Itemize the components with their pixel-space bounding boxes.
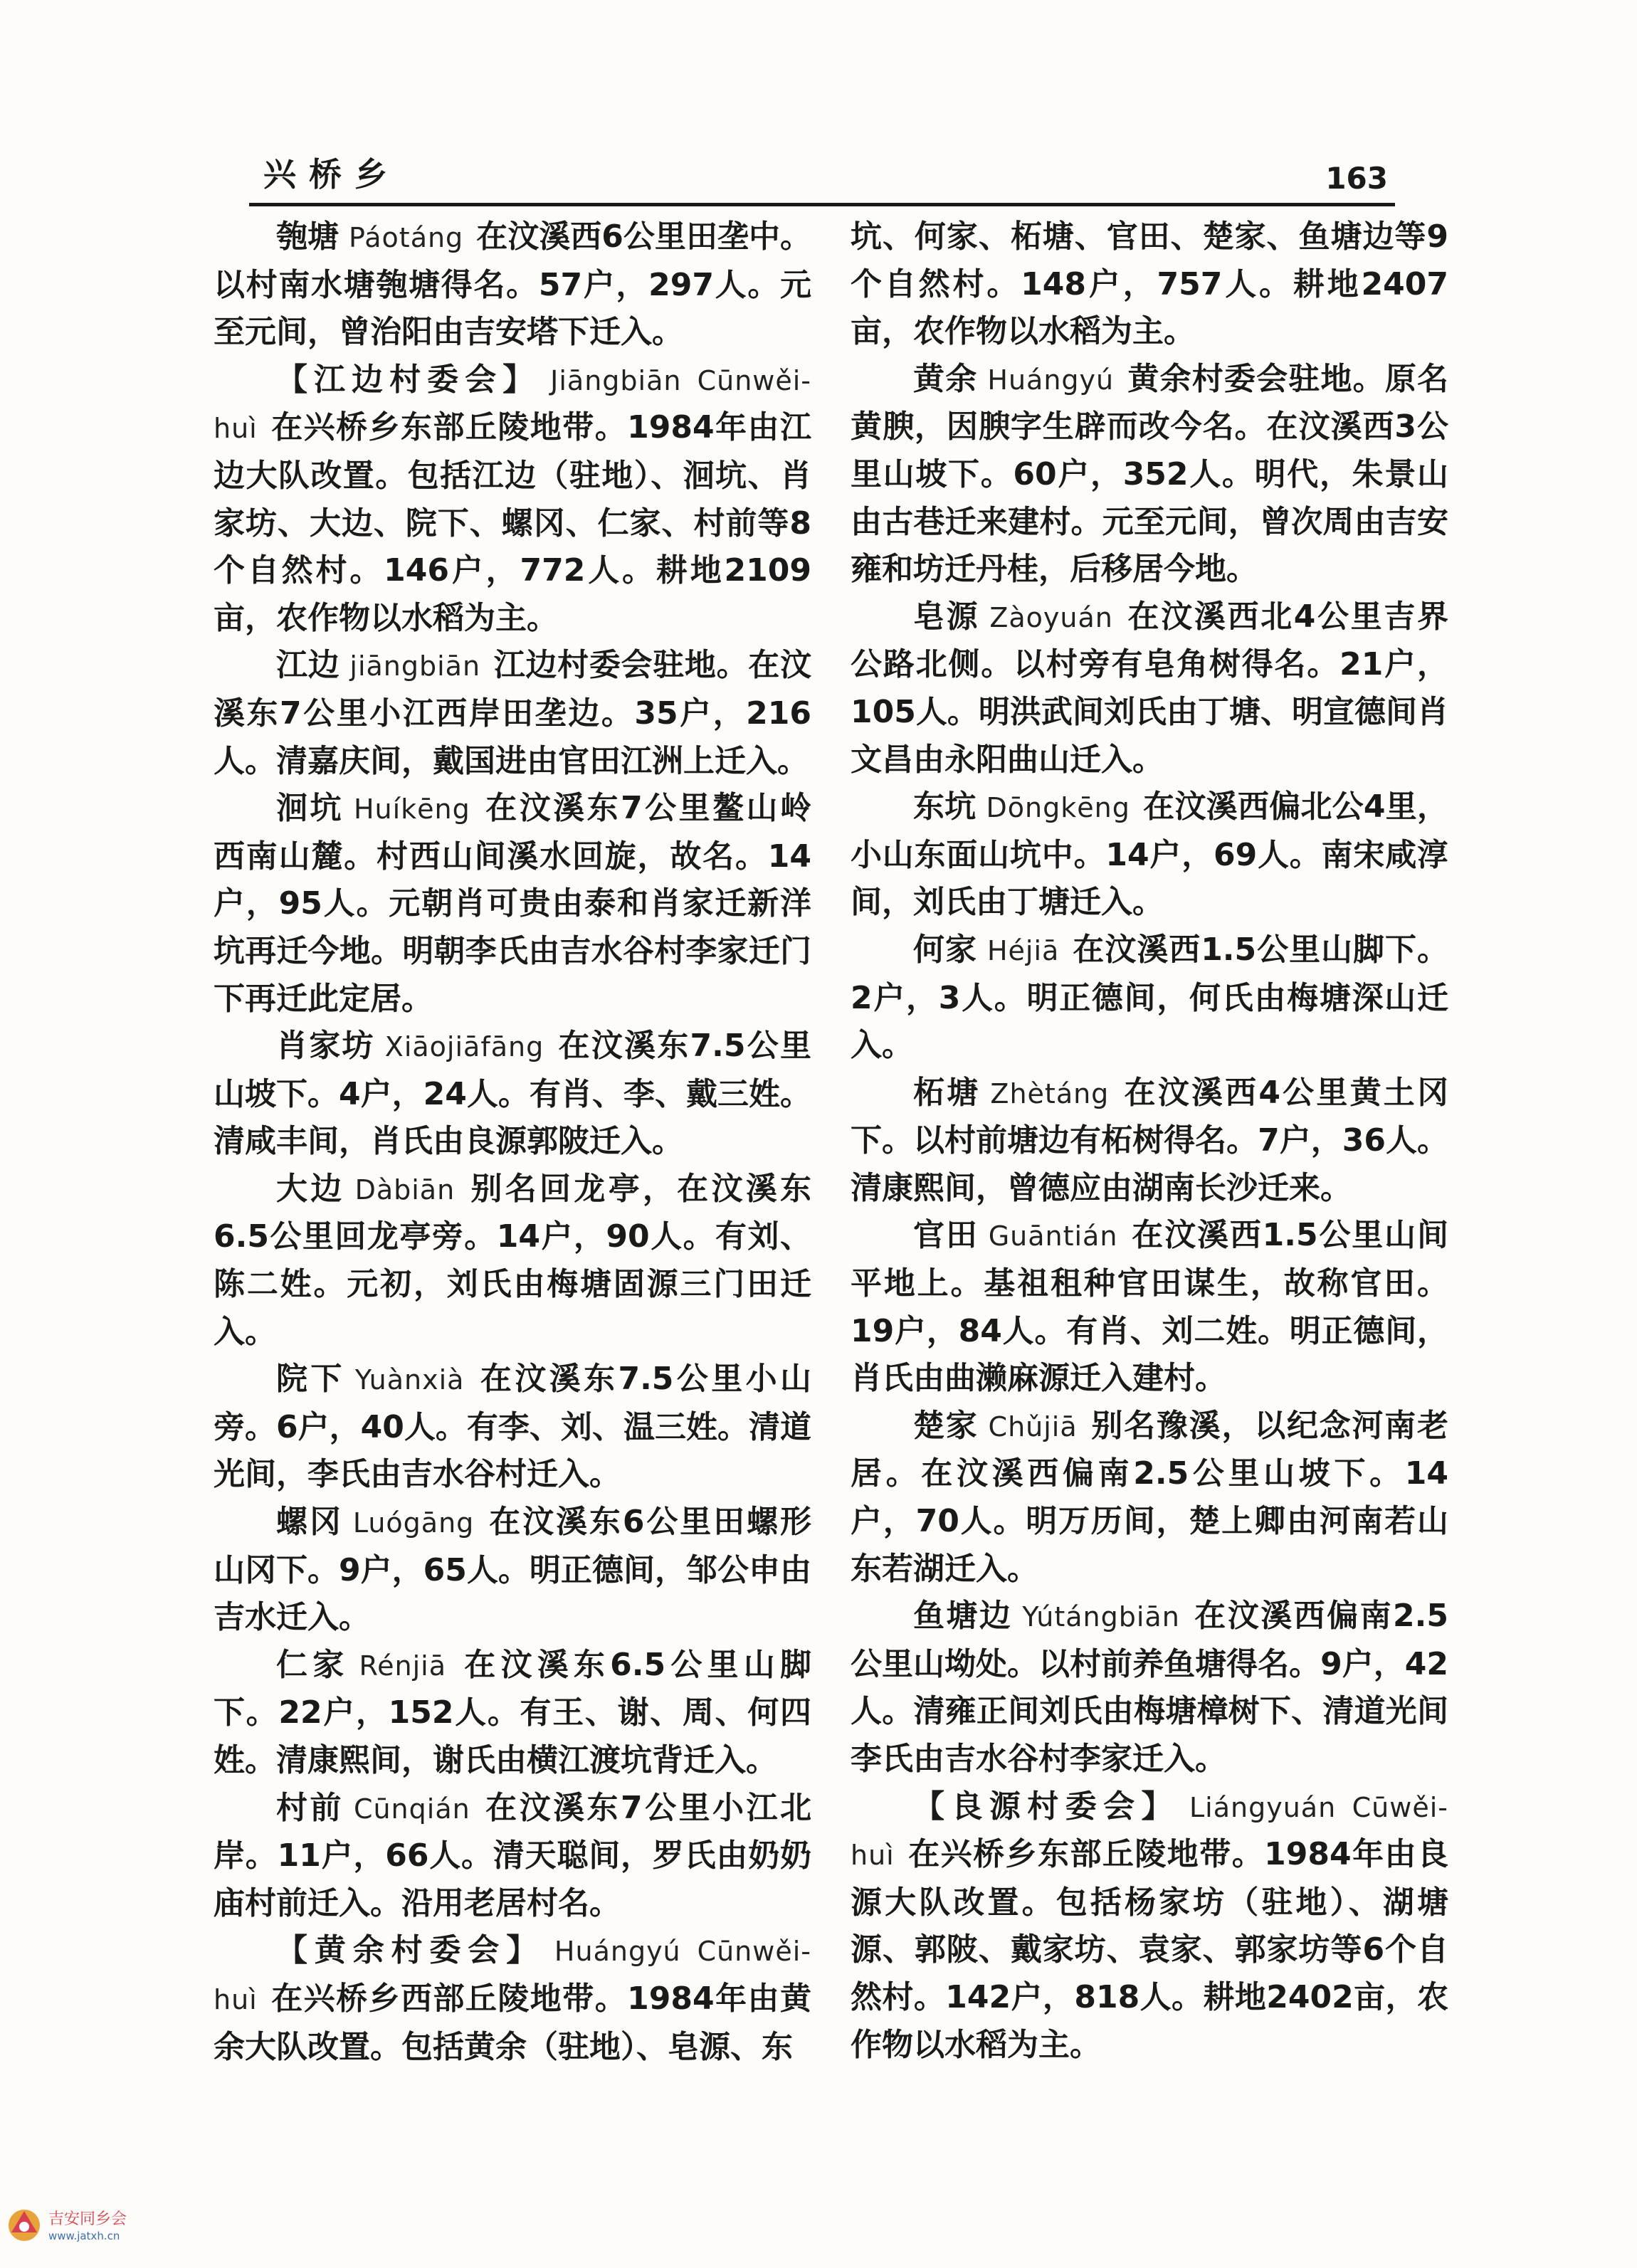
entry-description: 在汶溪西6公里田垄中。以村南水塘匏塘得名。57户，297人。元至元间，曾治阳由吉安塔下迁入。 bbox=[214, 218, 812, 351]
entry-name: 东坑 bbox=[913, 788, 977, 826]
entry-name: 仁家 bbox=[276, 1646, 349, 1683]
entry bbox=[214, 357, 811, 643]
entry-description: 在汶溪西北4公里吉界公路北侧。以村旁有皂角树得名。21户，105人。明洪武间刘氏由丁塘、明宣德间肖文昌由永阳曲山迁入。 bbox=[851, 598, 1448, 778]
header-title: 兴桥乡 bbox=[263, 155, 400, 194]
entry bbox=[851, 784, 1448, 927]
entry-name: 柘塘 bbox=[913, 1074, 981, 1111]
entry bbox=[214, 1927, 811, 2071]
entry-description: 别名豫溪，以纪念河南老居。在汶溪西偏南2.5公里山坡下。14户，70人。明万历间，楚上卿由河南若山东若湖迁入。 bbox=[851, 1407, 1449, 1587]
entry-description: 江边村委会驻地。在汶溪东7公里小江西岸田垄边。35户，216人。清嘉庆间，戴国进由官田江洲上迁入。 bbox=[214, 647, 811, 779]
entry-description: 在汶溪西偏北公4里，小山东面山坑中。14户，69人。南宋咸淳间，刘氏由丁塘迁入。 bbox=[851, 788, 1448, 921]
entry-description: 在汶溪东6.5公里山脚下。22户，152人。有王、谢、周、何四姓。清康熙间，谢氏由横江渡坑背迁入。 bbox=[214, 1646, 811, 1778]
entry-pinyin: Luógāng bbox=[352, 1507, 475, 1539]
entry-description: 在汶溪西偏南2.5公里山坳处。以村前养鱼塘得名。9户，42人。清雍正间刘氏由梅塘樟树下、清道光间李氏由吉水谷村李家迁入。 bbox=[851, 1598, 1448, 1777]
entry bbox=[851, 1212, 1448, 1402]
entry-pinyin: Liángyuán Cūwěi-huì bbox=[851, 1791, 1448, 1872]
entry-pinyin: Yuànxià bbox=[354, 1364, 465, 1396]
entry-description: 在汶溪东7.5公里山坡下。4户，24人。有肖、李、戴三姓。清咸丰间，肖氏由良源郭陂迁入。 bbox=[214, 1028, 811, 1160]
entry-name: 【江边村委会】 bbox=[276, 361, 541, 398]
entry-pinyin: Xiāojiāfāng bbox=[384, 1031, 544, 1063]
entry-pinyin: Cūnqián bbox=[353, 1793, 470, 1825]
entry-pinyin: Huángyú Cūnwěi-huì bbox=[214, 1936, 811, 2015]
right-column bbox=[851, 213, 1448, 2069]
entry-name: 【黄余村委会】 bbox=[276, 1932, 544, 1969]
entry-name: 皂源 bbox=[913, 598, 980, 635]
entry-pinyin: Jiāngbiān Cūnwěi-huì bbox=[214, 364, 812, 445]
watermark-logo-icon bbox=[4, 2204, 44, 2244]
left-column bbox=[214, 213, 811, 2071]
watermark bbox=[4, 2204, 175, 2254]
watermark-text: 吉安同乡会 bbox=[48, 2210, 127, 2228]
entry-pinyin: Guāntián bbox=[988, 1220, 1118, 1252]
entry-description: 在兴桥乡西部丘陵地带。1984年由黄余大队改置。包括黄余（驻地）、皂源、东 bbox=[214, 1980, 811, 2065]
entry-name: 村前 bbox=[276, 1789, 344, 1826]
entry-pinyin: jiāngbiān bbox=[349, 650, 481, 682]
entry-name: 匏塘 bbox=[276, 218, 339, 255]
entry bbox=[214, 1166, 811, 1356]
entry bbox=[851, 927, 1448, 1070]
entry bbox=[214, 213, 811, 357]
page-header bbox=[249, 153, 1395, 206]
entry bbox=[214, 1499, 811, 1642]
entry-pinyin: Huángyú bbox=[987, 364, 1115, 396]
entry-pinyin: Chǔjiā bbox=[988, 1410, 1078, 1442]
entry-description: 坑、何家、柘塘、官田、楚家、鱼塘边等9个自然村。148户，757人。耕地2407亩，农作物以水稻为主。 bbox=[851, 218, 1448, 350]
entry-pinyin: Yútángbiān bbox=[1022, 1601, 1180, 1633]
entry-description: 在汶溪东6公里田螺形山冈下。9户，65人。明正德间，邹公申由吉水迁入。 bbox=[214, 1504, 811, 1636]
entry bbox=[851, 1403, 1448, 1593]
entry bbox=[851, 1070, 1448, 1213]
entry-name: 鱼塘边 bbox=[913, 1598, 1013, 1635]
entry-name: 黄余 bbox=[913, 360, 978, 397]
entry-name: 何家 bbox=[913, 931, 977, 968]
entry-pinyin: Zàoyuán bbox=[989, 601, 1113, 633]
entry-name: 院下 bbox=[276, 1361, 345, 1398]
entry bbox=[214, 1785, 811, 1928]
entry-description: 在汶溪西1.5公里山脚下。2户，3人。明正德间，何氏由梅塘深山迁入。 bbox=[851, 931, 1448, 1064]
entry-description: 在汶溪西1.5公里山间平地上。基祖租种官田谋生，故称官田。19户，84人。有肖、刘二姓。明正德间，肖氏由曲濑麻源迁入建村。 bbox=[851, 1217, 1449, 1397]
entry-pinyin: Dàbiān bbox=[354, 1173, 456, 1206]
entry bbox=[214, 1642, 811, 1785]
entry bbox=[851, 213, 1448, 356]
entry-pinyin: Dōngkēng bbox=[986, 792, 1130, 824]
entry-description: 在汶溪西4公里黄土冈下。以村前塘边有柘树得名。7户，36人。清康熙间，曾德应由湖南长沙迁来。 bbox=[851, 1074, 1448, 1206]
entry bbox=[214, 1356, 811, 1499]
entry-name: 肖家坊 bbox=[276, 1028, 375, 1065]
entry-pinyin: Huíkēng bbox=[353, 793, 470, 826]
entry-description: 在兴桥乡东部丘陵地带。1984年由良源大队改置。包括杨家坊（驻地）、湖塘源、郭陂、戴家坊、袁家、郭家坊等6个自然村。142户，818人。耕地2402亩，农作物以水稻为主。 bbox=[851, 1836, 1448, 2063]
entry-name: 【良源村委会】 bbox=[913, 1788, 1179, 1825]
entry bbox=[851, 356, 1448, 594]
entry bbox=[851, 1593, 1448, 1783]
entry-description: 在兴桥乡东部丘陵地带。1984年由江边大队改置。包括江边（驻地）、洄坑、肖家坊、大边、院下、螺冈、仁家、村前等8个自然村。146户，772人。耕地2109亩，农作物以水稻为主。 bbox=[214, 409, 811, 636]
entry-name: 官田 bbox=[913, 1217, 979, 1254]
entry bbox=[214, 642, 811, 785]
entry bbox=[214, 785, 811, 1023]
watermark-url: www.jatxh.cn bbox=[48, 2230, 120, 2242]
entry bbox=[851, 594, 1448, 784]
entry-pinyin: Héjiā bbox=[986, 934, 1060, 966]
entry-name: 大边 bbox=[276, 1170, 345, 1207]
entry-pinyin: Rénjiā bbox=[359, 1650, 447, 1682]
entry-name: 楚家 bbox=[913, 1407, 979, 1444]
entry-description: 黄余村委会驻地。原名黄腴，因腴字生辟而改今名。在汶溪西3公里山坡下。60户，352人。明代，朱景山由古巷迁来建村。元至元间，曾次周由吉安雍和坊迁丹桂，后移居今地。 bbox=[851, 360, 1449, 588]
entry-pinyin: Zhètáng bbox=[990, 1077, 1110, 1109]
entry bbox=[214, 1023, 811, 1166]
entry-description: 别名回龙亭，在汶溪东6.5公里回龙亭旁。14户，90人。有刘、陈二姓。元初，刘氏由梅塘固源三门田迁入。 bbox=[214, 1170, 812, 1350]
entry-description: 在汶溪东7公里鳌山岭西南山麓。村西山间溪水回旋，故名。14户，95人。元朝肖可贵由泰和肖家迁新洋坑再迁今地。明朝李氏由吉水谷村李家迁门下再迁此定居。 bbox=[214, 790, 811, 1017]
entry-name: 洄坑 bbox=[276, 790, 344, 827]
entry bbox=[851, 1783, 1448, 2069]
page-number: 163 bbox=[1325, 161, 1388, 196]
entry-description: 在汶溪东7.5公里小山旁。6户，40人。有李、刘、温三姓。清道光间，李氏由吉水谷村迁入。 bbox=[214, 1361, 812, 1493]
entry-name: 螺冈 bbox=[276, 1504, 343, 1541]
entry-name: 江边 bbox=[276, 647, 340, 684]
entry-pinyin: Páotáng bbox=[349, 222, 464, 253]
entry-description: 在汶溪东7公里小江北岸。11户，66人。清天聪间，罗氏由奶奶庙村前迁入。沿用老居村名。 bbox=[214, 1789, 811, 1921]
